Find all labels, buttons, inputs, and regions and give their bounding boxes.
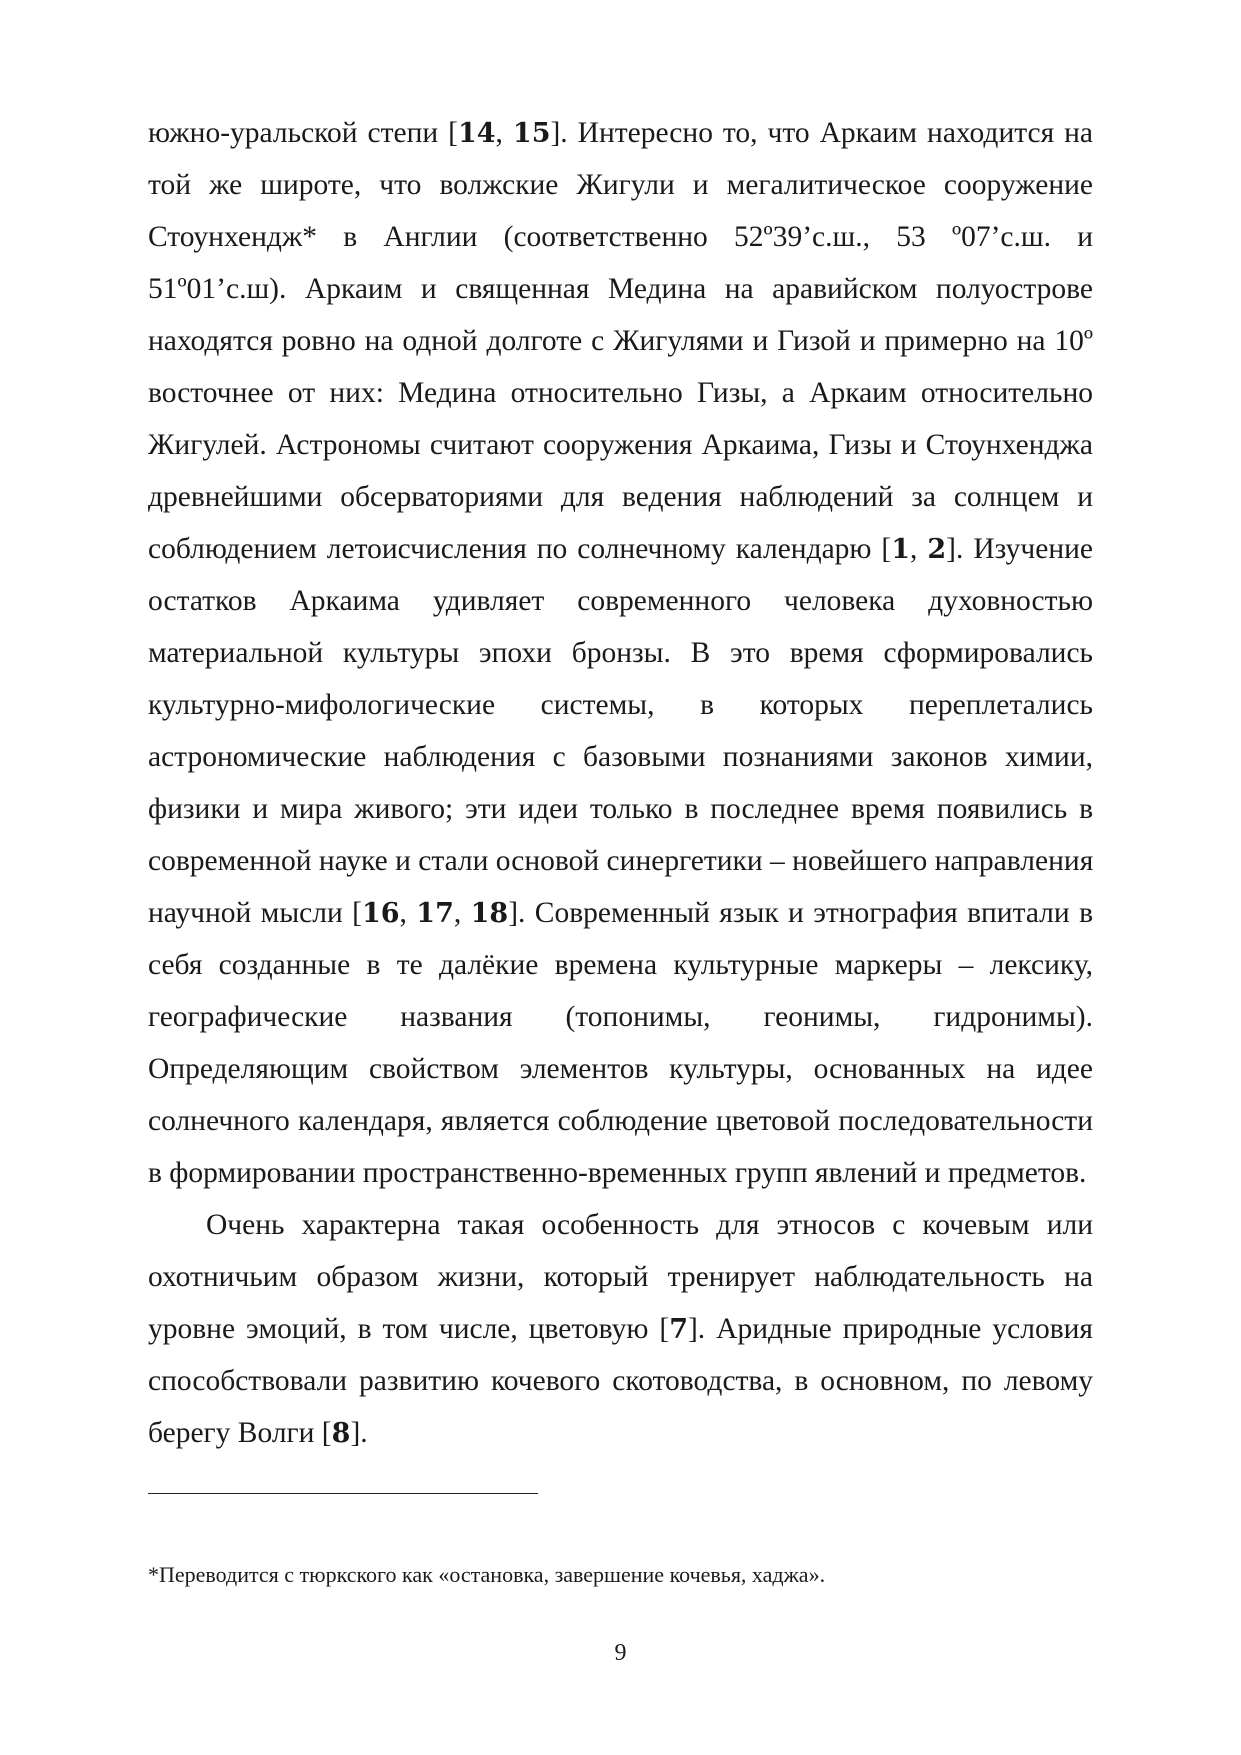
citation-number: 7	[669, 1314, 688, 1345]
text-segment: берегу Волги [	[148, 1417, 332, 1449]
text-line	[148, 315, 1093, 367]
citation-number: 18	[470, 898, 509, 929]
text-segment: физики и мира живого; эти идеи только в последнее время появились в	[148, 793, 1093, 825]
citation-number: 14	[457, 118, 496, 149]
text-segment: ]. Современный язык и этнография впитали в	[508, 897, 1093, 929]
text-segment: ].	[350, 1417, 368, 1449]
text-segment: древнейшими обсерваториями для ведения наблюдений за солнцем и	[148, 481, 1093, 513]
text-line	[148, 107, 1093, 159]
text-segment: современной науке и стали основой синергетики – новейшего направления	[148, 845, 1094, 877]
citation-number: 16	[361, 898, 400, 929]
page-number: 9	[614, 1640, 627, 1666]
text-segment: той же широте, что волжские Жигули и мегалитическое сооружение	[148, 169, 1093, 201]
text-segment: охотничьим образом жизни, который тренирует наблюдательность на	[148, 1261, 1093, 1293]
text-line	[148, 523, 1093, 575]
text-segment: ,	[453, 897, 471, 929]
text-segment: ,	[399, 897, 417, 929]
text-line	[148, 679, 1093, 731]
text-line	[148, 1043, 1093, 1095]
text-segment: способствовали развитию кочевого скотоводства, в основном, по левому	[148, 1365, 1093, 1397]
text-segment: ]. Изучение	[946, 533, 1094, 565]
text-segment: соблюдением летоисчисления по солнечному календарю [	[148, 533, 892, 565]
text-line	[148, 1147, 1093, 1199]
text-segment: ]. Аридные природные условия	[687, 1313, 1093, 1345]
citation-number: 15	[512, 118, 551, 149]
text-line	[148, 1303, 1093, 1355]
citation-number: 8	[331, 1418, 351, 1449]
text-segment: солнечного календаря, является соблюдение цветовой последовательности	[148, 1105, 1093, 1137]
text-line	[148, 1355, 1093, 1407]
text-segment: ,	[495, 117, 513, 149]
paragraph-1	[148, 107, 1093, 1199]
text-segment: 51º01’с.ш). Аркаим и священная Медина на аравийском полуострове	[148, 273, 1093, 305]
text-line	[148, 1199, 1093, 1251]
text-segment: себя созданные в те далёкие времена культурные маркеры – лексику,	[148, 949, 1093, 981]
citation-number: 1	[891, 534, 911, 565]
paragraph-2	[148, 1199, 1093, 1459]
footnote: *Переводится с тюркского как «остановка, завершение кочевья, хаджа».	[148, 1562, 826, 1587]
text-segment: Очень характерна такая особенность для этносов с кочевым или	[206, 1209, 1093, 1241]
text-segment: восточнее от них: Медина относительно Гизы, а Аркаим относительно	[148, 377, 1093, 409]
text-line	[148, 263, 1093, 315]
text-segment: астрономические наблюдения с базовыми познаниями законов химии,	[148, 741, 1093, 773]
body-text	[148, 107, 1093, 1459]
text-line	[148, 627, 1093, 679]
text-segment: в формировании пространственно-временных групп явлений и предметов.	[148, 1157, 1087, 1189]
text-segment: научной мысли [	[148, 897, 362, 929]
text-segment: Стоунхендж* в Англии (соответственно 52º39’с.ш., 53 º07’с.ш. и	[148, 221, 1093, 253]
text-line	[148, 731, 1093, 783]
text-line	[148, 1251, 1093, 1303]
text-line	[148, 939, 1093, 991]
footnote-separator	[148, 1493, 538, 1494]
text-segment: культурно-мифологические системы, в которых переплетались	[148, 689, 1093, 721]
text-line	[148, 419, 1093, 471]
text-line	[148, 575, 1093, 627]
text-segment: южно-уральской степи [	[148, 117, 458, 149]
text-line	[148, 1407, 1093, 1459]
text-segment: уровне эмоций, в том числе, цветовую [	[148, 1313, 670, 1345]
text-line	[148, 835, 1093, 887]
text-segment: находятся ровно на одной долготе с Жигулями и Гизой и примерно на 10º	[148, 325, 1093, 357]
text-segment: Определяющим свойством элементов культуры, основанных на идее	[148, 1053, 1093, 1085]
text-segment: географические названия (топонимы, геонимы, гидронимы).	[148, 1001, 1093, 1033]
text-line	[148, 1095, 1093, 1147]
text-line	[148, 471, 1093, 523]
text-line	[148, 367, 1093, 419]
citation-number: 17	[416, 898, 454, 929]
text-segment: материальной культуры эпохи бронзы. В это время сформировались	[148, 637, 1093, 669]
citation-number: 2	[927, 534, 947, 565]
text-line	[148, 783, 1093, 835]
text-line	[148, 159, 1093, 211]
text-segment: ,	[910, 533, 928, 565]
text-segment: ]. Интересно то, что Аркаим находится на	[550, 117, 1093, 149]
text-segment: Жигулей. Астрономы считают сооружения Аркаима, Гизы и Стоунхенджа	[148, 429, 1093, 461]
text-line	[148, 991, 1093, 1043]
text-line	[148, 211, 1093, 263]
text-segment: остатков Аркаима удивляет современного человека духовностью	[148, 585, 1093, 617]
text-line	[148, 887, 1093, 939]
